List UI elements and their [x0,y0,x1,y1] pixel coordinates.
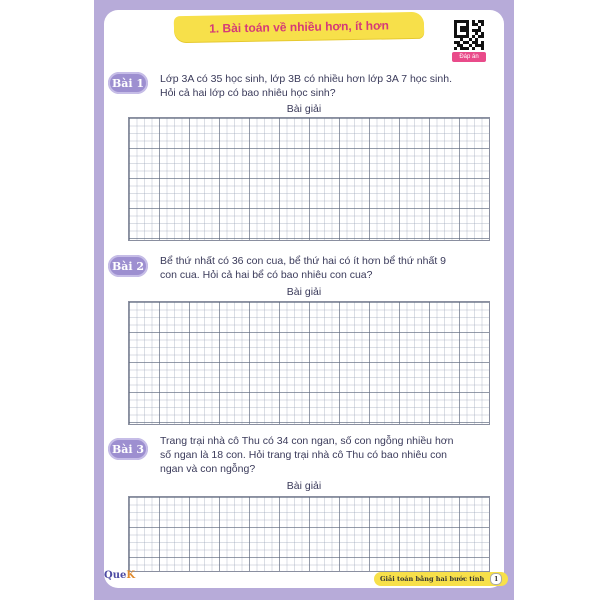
problem-3-solution-label: Bài giải [286,480,322,492]
problem-3-line-2: số ngan là 18 con. Hỏi trang trại nhà cô Thu có bao nhiêu con [160,449,448,461]
problem-1-line-1: Lớp 3A có 35 học sinh, lớp 3B có nhiều hơn lớp 3A 7 học sinh. [160,73,452,85]
book-title: Giải toán bằng hai bước tính [380,575,485,583]
workbook-page [94,0,514,600]
qr-code-icon [454,20,484,50]
page-number: 1 [490,573,502,585]
problem-3-line-3: ngan và con ngỗng? [160,463,256,475]
book-title-tag [374,572,508,586]
problem-1-text [160,72,452,100]
logo-letter-main: Q [104,570,113,581]
problem-1-badge: Bài 1 [108,72,148,94]
problem-1-line-2: Hỏi cả hai lớp có bao nhiêu học sinh? [160,87,336,99]
problem-2-line-2: con cua. Hỏi cả hai bể có bao nhiêu con cua? [160,269,373,281]
problem-2-text [160,254,446,282]
problem-2-line-1: Bể thứ nhất có 36 con cua, bể thứ hai có ít hơn bể thứ nhất 9 [160,255,446,267]
problem-2-solution-label: Bài giải [286,286,322,298]
problem-2-badge: Bài 2 [108,255,148,277]
problem-2-answer-grid[interactable] [128,301,490,425]
problem-3-answer-grid[interactable] [128,496,490,572]
answer-label: Đáp án [452,52,486,62]
logo-letters: ue [112,570,127,581]
logo-letter-accent: K [126,570,136,581]
problem-1-answer-grid[interactable] [128,117,490,241]
publisher-logo [104,570,135,581]
problem-3-text [160,434,454,476]
problem-3-badge: Bài 3 [108,438,148,460]
problem-3-line-1: Trang trại nhà cô Thu có 34 con ngan, số con ngỗng nhiều hơn [160,435,454,447]
problem-1-solution-label: Bài giải [286,103,322,115]
worksheet [104,10,504,588]
page-title: 1. Bài toán về nhiều hơn, ít hơn [174,12,424,42]
